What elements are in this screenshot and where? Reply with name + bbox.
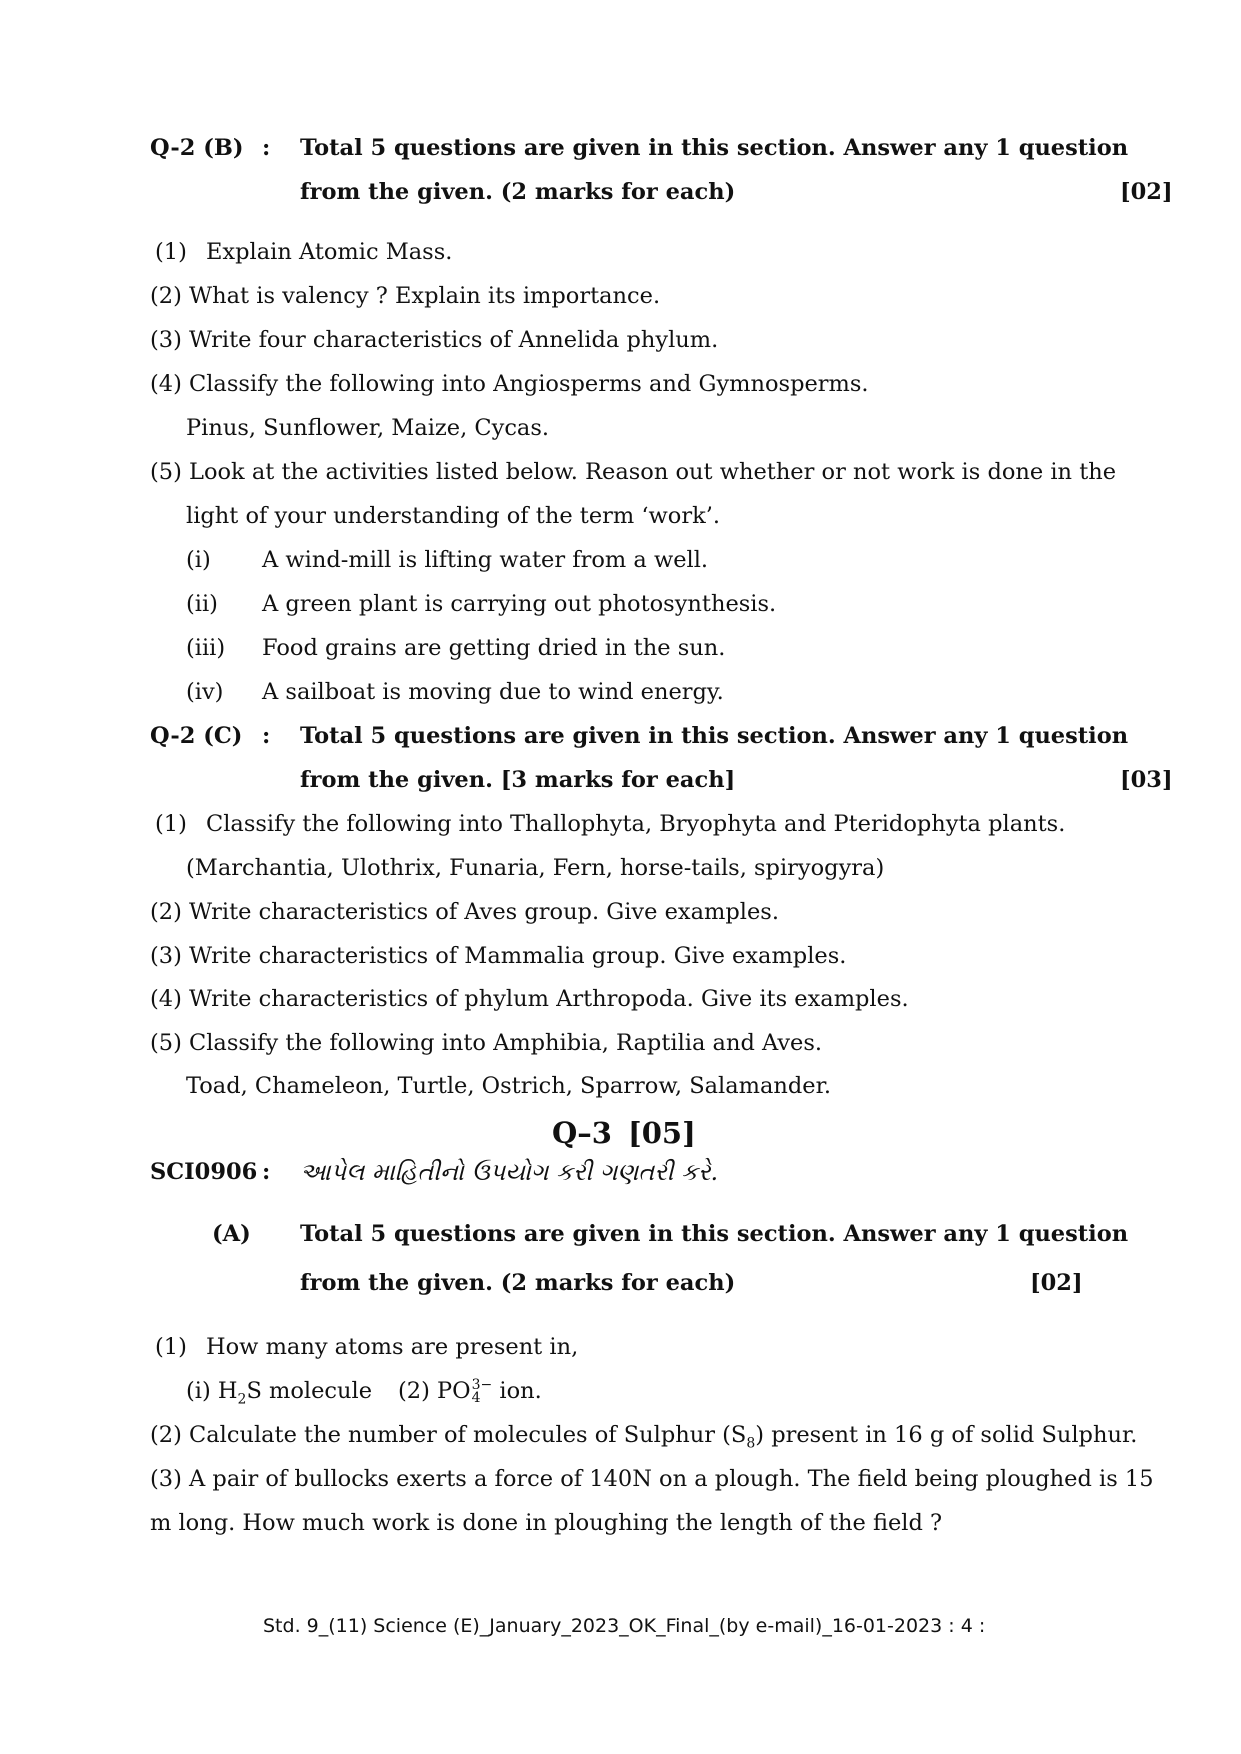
q2b-item1-text: Explain Atomic Mass.: [206, 239, 453, 265]
q3a-item2: [150, 1420, 1137, 1459]
q3a-marks: [02]: [1030, 1270, 1083, 1296]
q3a-item3-line2: m long. How much work is done in ploughing the length of the field ?: [150, 1510, 943, 1536]
q2b-item3: (3) Write four characteristics of Annelida phylum.: [150, 327, 719, 353]
q3-code-colon: :: [262, 1159, 271, 1185]
q2c-item2: (2) Write characteristics of Aves group. Give examples.: [150, 899, 779, 925]
q3a-item1-part2: [398, 1376, 542, 1406]
q3a-item3-line1: (3) A pair of bullocks exerts a force of 140N on a plough. The field being ploughed is 15: [150, 1466, 1154, 1492]
q3-gujarati-objective: આપેલ માહિતીનો ઉપયોગ કરી ગણતરી કરે.: [300, 1158, 719, 1186]
page-footer: Std. 9_(11) Science (E)_January_2023_OK_Final_(by e-mail)_16-01-2023 : 4 :: [263, 1615, 986, 1637]
q2c-item1-text: Classify the following into Thallophyta, Bryophyta and Pteridophyta plants.: [206, 811, 1066, 837]
q3a-item1-text: How many atoms are present in,: [206, 1334, 579, 1360]
q2c-instruction-line1: Total 5 questions are given in this section. Answer any 1 question: [300, 723, 1129, 749]
q3a-item1-part1: [186, 1376, 372, 1415]
q2b-subitem4-text: A sailboat is moving due to wind energy.: [262, 679, 724, 705]
q3a-item1-part2-prefix: (2) PO: [398, 1378, 471, 1404]
q3-heading: Q–3: [552, 1116, 612, 1150]
q3a-item1-part1-prefix: (i) H: [186, 1378, 238, 1404]
q2c-item4: (4) Write characteristics of phylum Arthropoda. Give its examples.: [150, 986, 909, 1012]
q2b-colon: :: [262, 135, 271, 161]
q3a-item1-part2-suffix: ion.: [492, 1378, 542, 1404]
q2b-subitem3-num: (iii): [186, 635, 226, 661]
q2b-label: Q-2 (B): [150, 135, 244, 161]
q2c-item5: (5) Classify the following into Amphibia, Raptilia and Aves.: [150, 1030, 823, 1056]
q3a-item2-suffix: ) present in 16 g of solid Sulphur.: [755, 1422, 1138, 1448]
q2c-marks: [03]: [1120, 767, 1173, 793]
q3a-item1-num: (1): [155, 1334, 187, 1360]
q2c-item5-options: Toad, Chameleon, Turtle, Ostrich, Sparrow, Salamander.: [186, 1073, 832, 1099]
q2b-instruction-line1: Total 5 questions are given in this section. Answer any 1 question: [300, 135, 1129, 161]
q3a-item1-part2-subscript: 4: [471, 1390, 481, 1406]
q3a-item1-part2-index: [472, 1379, 493, 1405]
q3a-item2-subscript: 8: [746, 1435, 756, 1452]
q2b-item5-line2: light of your understanding of the term ‘work’.: [186, 503, 721, 529]
q2b-item2: (2) What is valency ? Explain its importance.: [150, 283, 661, 309]
q2b-instruction-line2: from the given. (2 marks for each): [300, 179, 736, 205]
q2c-item1-num: (1): [155, 811, 187, 837]
q3-code: SCI0906: [150, 1159, 258, 1185]
q2b-subitem1-num: (i): [186, 547, 211, 573]
q2b-subitem2-num: (ii): [186, 591, 218, 617]
q2b-item1-num: (1): [155, 239, 187, 265]
q3-heading-marks: [05]: [628, 1116, 696, 1150]
q2b-item4: (4) Classify the following into Angiosperms and Gymnosperms.: [150, 371, 869, 397]
q2c-label: Q-2 (C): [150, 723, 243, 749]
q2b-subitem3-text: Food grains are getting dried in the sun.: [262, 635, 726, 661]
q3a-instruction-line2: from the given. (2 marks for each): [300, 1270, 736, 1296]
q3a-item1-part1-subscript: 2: [237, 1391, 247, 1408]
q2b-subitem4-num: (iv): [186, 679, 224, 705]
q2c-instruction-line2: from the given. [3 marks for each]: [300, 767, 736, 793]
q2c-colon: :: [262, 723, 271, 749]
q2b-subitem2-text: A green plant is carrying out photosynthesis.: [262, 591, 777, 617]
q3a-instruction-line1: Total 5 questions are given in this section. Answer any 1 question: [300, 1221, 1129, 1247]
q2c-item1-options: (Marchantia, Ulothrix, Funaria, Fern, horse-tails, spiryogyra): [186, 855, 885, 881]
q3a-label: (A): [212, 1221, 251, 1247]
q3a-item1-part2-superscript: 3−: [471, 1377, 493, 1393]
q2b-marks: [02]: [1120, 179, 1173, 205]
q2c-item3: (3) Write characteristics of Mammalia group. Give examples.: [150, 943, 847, 969]
q2b-item5-line1: (5) Look at the activities listed below. Reason out whether or not work is done in the: [150, 459, 1117, 485]
q3a-item1-part1-suffix: S molecule: [246, 1378, 373, 1404]
q2b-item4-options: Pinus, Sunflower, Maize, Cycas.: [186, 415, 550, 441]
q2b-subitem1-text: A wind-mill is lifting water from a well.: [262, 547, 709, 573]
q3a-item2-prefix: (2) Calculate the number of molecules of Sulphur (S: [150, 1422, 747, 1448]
